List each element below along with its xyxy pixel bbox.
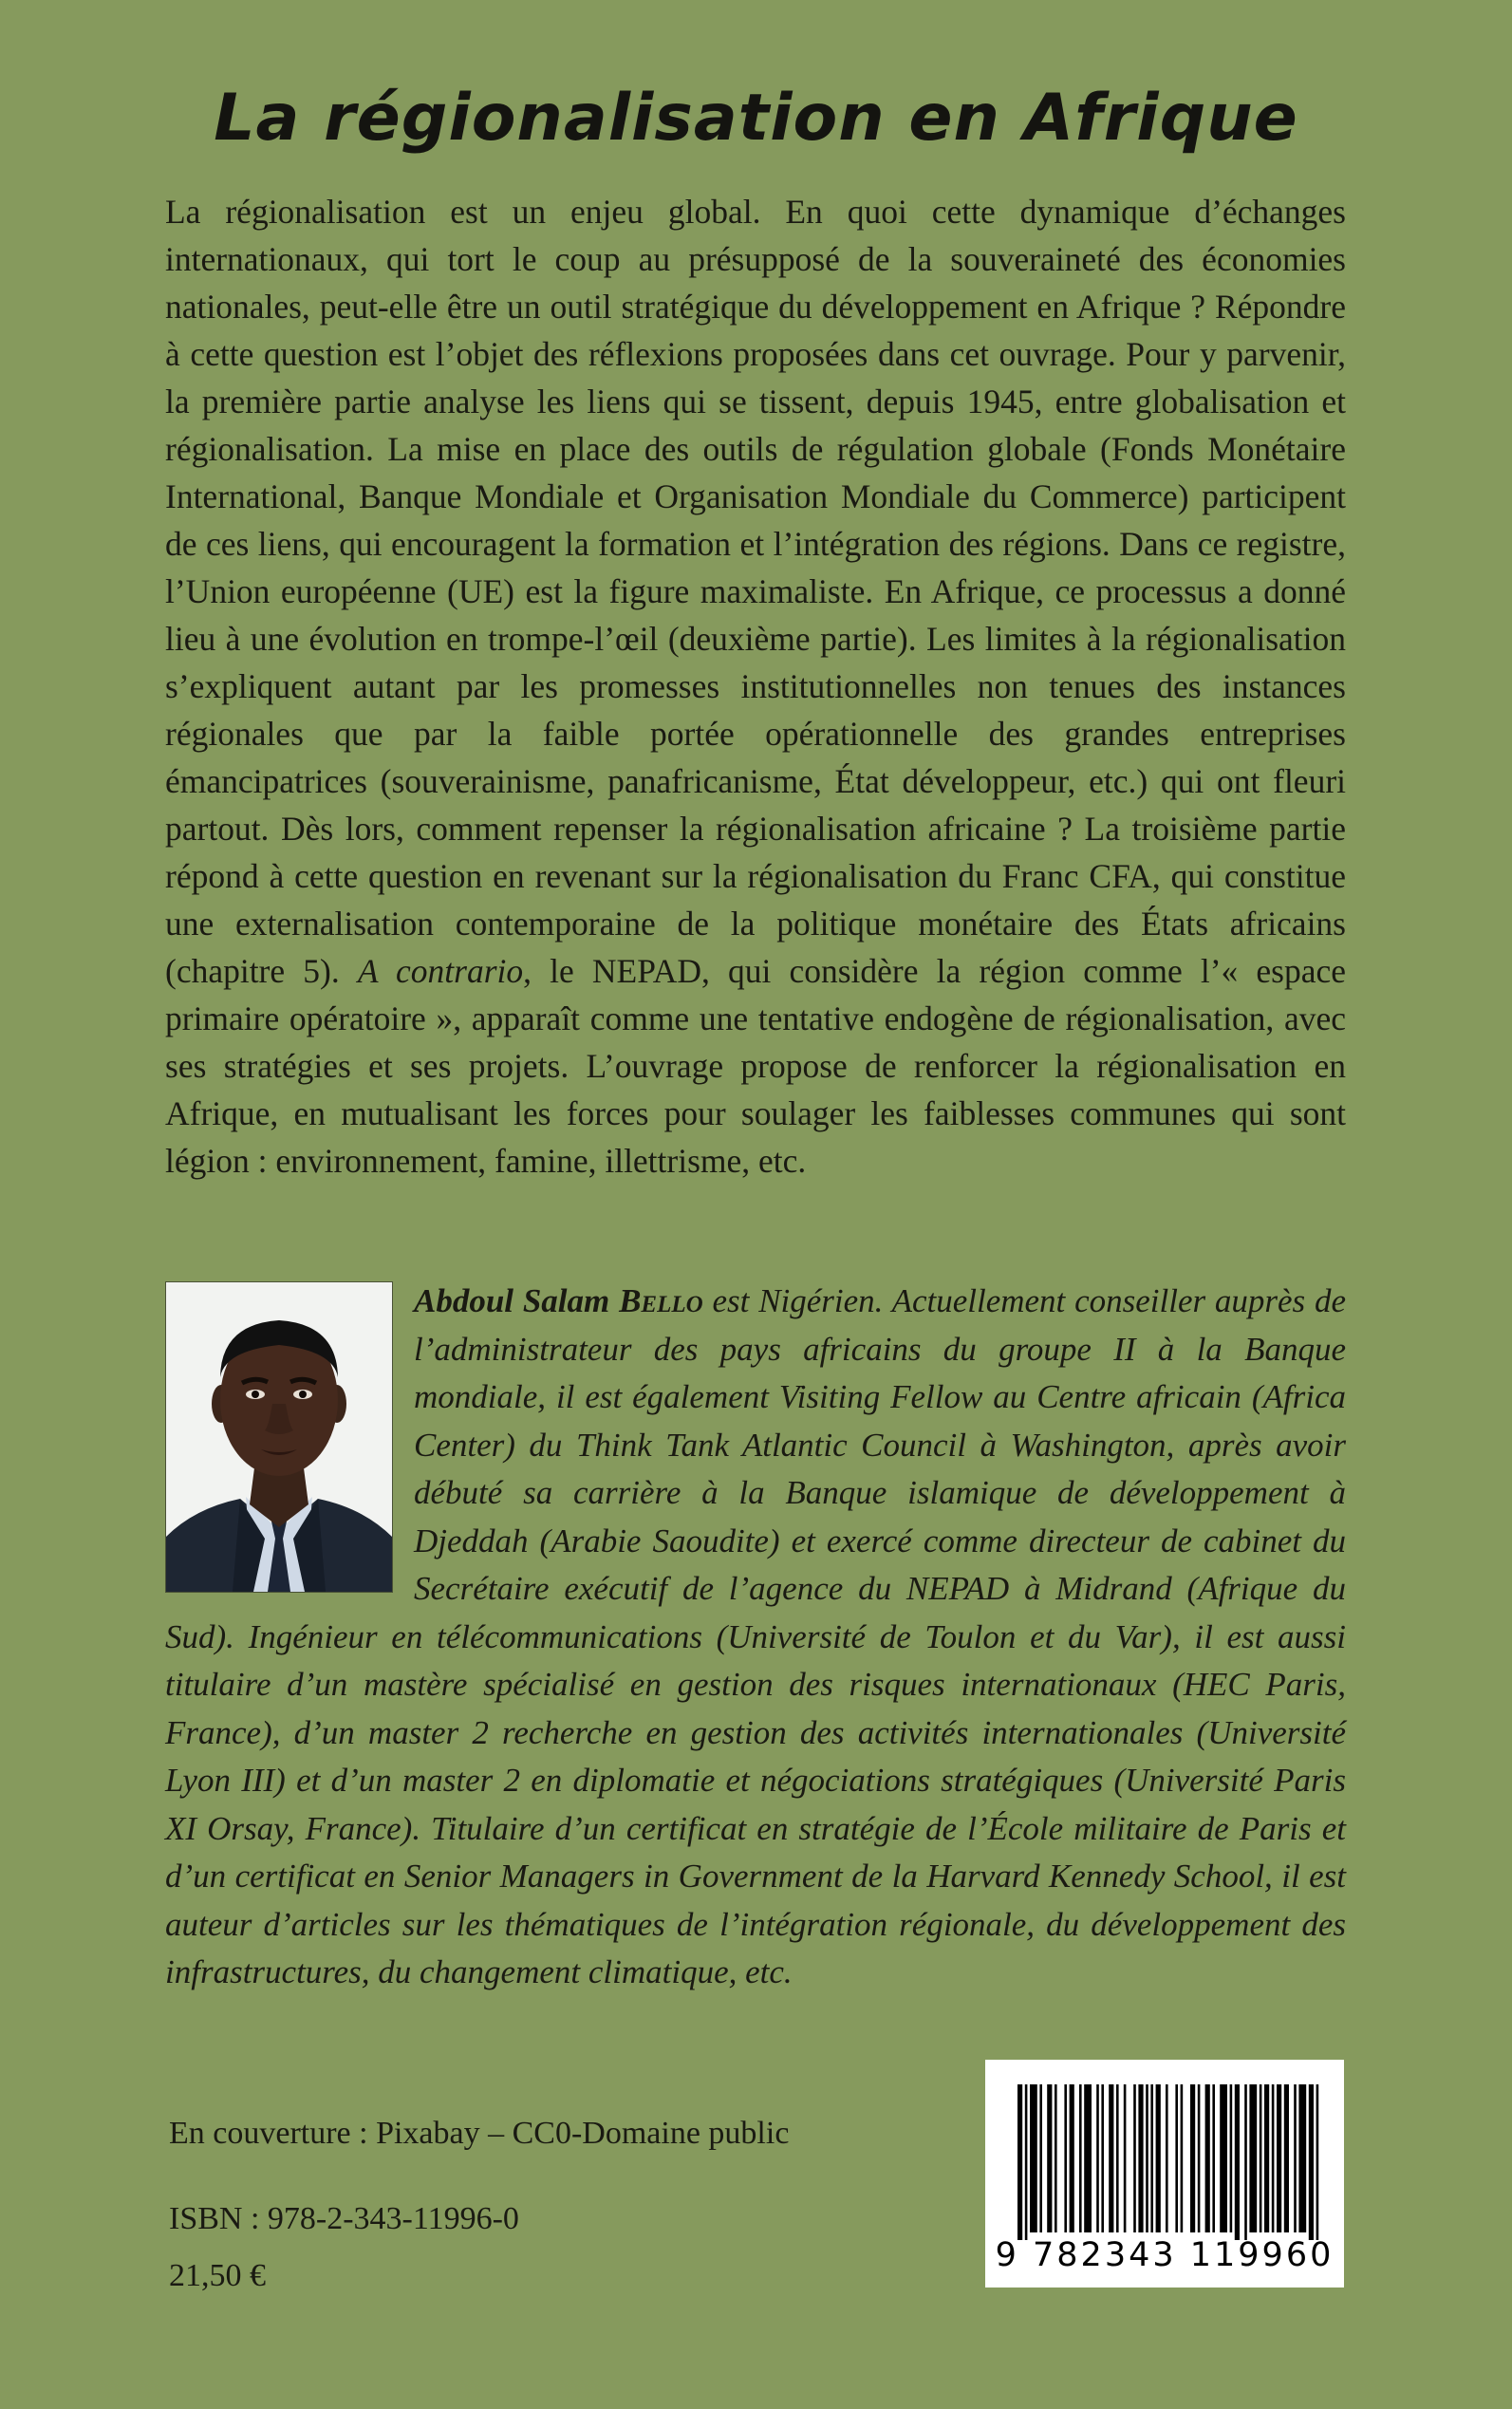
barcode-bar — [1198, 2084, 1201, 2232]
barcode-bar — [1047, 2084, 1052, 2232]
barcode-bar — [1030, 2084, 1037, 2232]
barcode-bar — [1316, 2084, 1319, 2240]
barcode-bar — [1096, 2084, 1099, 2232]
barcode-bar — [1146, 2084, 1148, 2232]
isbn: ISBN : 978-2-343-11996-0 — [169, 2201, 519, 2236]
barcode-number: 9 782343 119960 — [995, 2236, 1335, 2274]
barcode-bar — [1212, 2084, 1215, 2232]
summary-emphasis: A contrario — [357, 952, 524, 990]
barcode-bar — [1298, 2084, 1306, 2232]
barcode-bar — [1055, 2084, 1057, 2232]
book-summary — [165, 188, 1346, 1185]
barcode-bar — [1260, 2084, 1262, 2232]
barcode-bar — [1133, 2084, 1136, 2232]
barcode-bar — [1264, 2084, 1269, 2232]
barcode-bar — [1166, 2084, 1168, 2232]
barcode-bar — [1101, 2084, 1104, 2232]
barcode-bar — [1190, 2084, 1195, 2232]
barcode-bar — [1205, 2084, 1210, 2232]
book-title: La régionalisation en Afrique — [214, 81, 1298, 156]
barcode — [985, 2060, 1344, 2288]
barcode-bar — [1138, 2084, 1143, 2232]
barcode-bar — [1039, 2084, 1042, 2232]
barcode-bar — [1220, 2084, 1227, 2232]
barcode-bar — [1084, 2084, 1092, 2232]
barcode-bar — [1079, 2084, 1082, 2232]
author-portrait-image — [166, 1282, 392, 1592]
barcode-bar — [1124, 2084, 1127, 2232]
barcode-bar — [1294, 2084, 1297, 2232]
barcode-bar — [1025, 2084, 1028, 2240]
barcode-bar — [1181, 2084, 1184, 2232]
barcode-bar — [1064, 2084, 1067, 2232]
barcode-bar — [1230, 2084, 1233, 2232]
author-section — [165, 1278, 1346, 1997]
author-surname: Bello — [619, 1282, 703, 1319]
barcode-bar — [1249, 2084, 1257, 2232]
barcode-bar — [1309, 2084, 1314, 2240]
barcode-bar — [1116, 2084, 1119, 2232]
barcode-bar — [1284, 2084, 1289, 2232]
barcode-bar — [1175, 2084, 1178, 2232]
barcode-bar — [1150, 2084, 1153, 2232]
author-first-names: Abdoul Salam — [414, 1282, 610, 1319]
barcode-bar — [1017, 2084, 1022, 2240]
author-photo — [165, 1281, 393, 1593]
cover-credit: En couverture : Pixabay – CC0-Domaine public — [169, 2116, 790, 2151]
barcode-bar — [1235, 2084, 1240, 2240]
barcode-bar — [1156, 2084, 1161, 2232]
barcode-bar — [1109, 2084, 1113, 2232]
barcode-bar — [1272, 2084, 1275, 2232]
author-bio-text: est Nigérien. Actuellement conseiller auprès de l’administrateur des pays africains du groupe II à la Banque mondiale, il est également Visiting Fellow au Centre africain (Africa Center) du Think Tank Atlantic Council à Washington, après avoir débuté sa carrière à la Banque islamique de développement à Djeddah (Arabie Saoudite) et exercé comme directeur de cabinet du Secrétaire exécutif de l’agence du NEPAD à Midrand (Afrique du Sud). Ingénieur en télécommunications (Université de Toulon et du Var), il est aussi titulaire d’un mastère spécialisé en gestion des risques internationaux (HEC Paris, France), d’un master 2 recherche en gestion des activités internationales (Université Lyon III) et d’un master 2 en diplomatie et négociations stratégiques (Université Paris XI Orsay, France). Titulaire d’un certificat en stratégie de l’École militaire de Paris et d’un certificat en Senior Managers in Government de la Harvard Kennedy School, il est auteur d’articles sur les thématiques de l’intégration régionale, du développement des infrastructures, du changement climatique, etc. — [165, 1282, 1347, 1990]
barcode-bar — [1277, 2084, 1281, 2232]
price: 21,50 € — [169, 2258, 266, 2293]
summary-text-part2: , le NEPAD, qui considère la région comme l’« espace primaire opératoire », apparaît comme une tentative endogène de régionalisation, avec ses stratégies et ses projets. L’ouvrage propose de renforcer la régionalisation en Afrique, en mutualisant les forces pour soulager les faiblesses communes qui sont légion : environnement, famine, illettrisme, etc. — [165, 952, 1346, 1180]
summary-text-part1: La régionalisation est un enjeu global. En quoi cette dynamique d’échanges internationaux, qui tort le coup au présupposé de la souveraineté des économies nationales, peut-elle être un outil stratégique du développement en Afrique ? Répondre à cette question est l’objet des réflexions proposées dans cet ouvrage. Pour y parvenir, la première partie analyse les liens qui se tissent, depuis 1945, entre globalisation et régionalisation. La mise en place des outils de régulation globale (Fonds Monétaire International, Banque Mondiale et Organisation Mondiale du Commerce) participent de ces liens, qui encouragent la formation et l’intégration des régions. Dans ce registre, l’Union européenne (UE) est la figure maximaliste. En Afrique, ce processus a donné lieu à une évolution en trompe-l’œil (deuxième partie). Les limites à la régionalisation s’expliquent autant par les promesses institutionnelles non tenues des instances régionales que par la faible portée opérationnelle des grandes entreprises émancipatrices (souverainisme, panafricanisme, État développeur, etc.) qui ont fleuri partout. Dès lors, comment repenser la régionalisation africaine ? La troisième partie répond à cette question en revenant sur la régionalisation du Franc CFA, qui constitue une externalisation contemporaine de la politique monétaire des États africains (chapitre 5). — [165, 193, 1346, 990]
barcode-bar — [1070, 2084, 1074, 2232]
barcode-bar — [1244, 2084, 1247, 2240]
